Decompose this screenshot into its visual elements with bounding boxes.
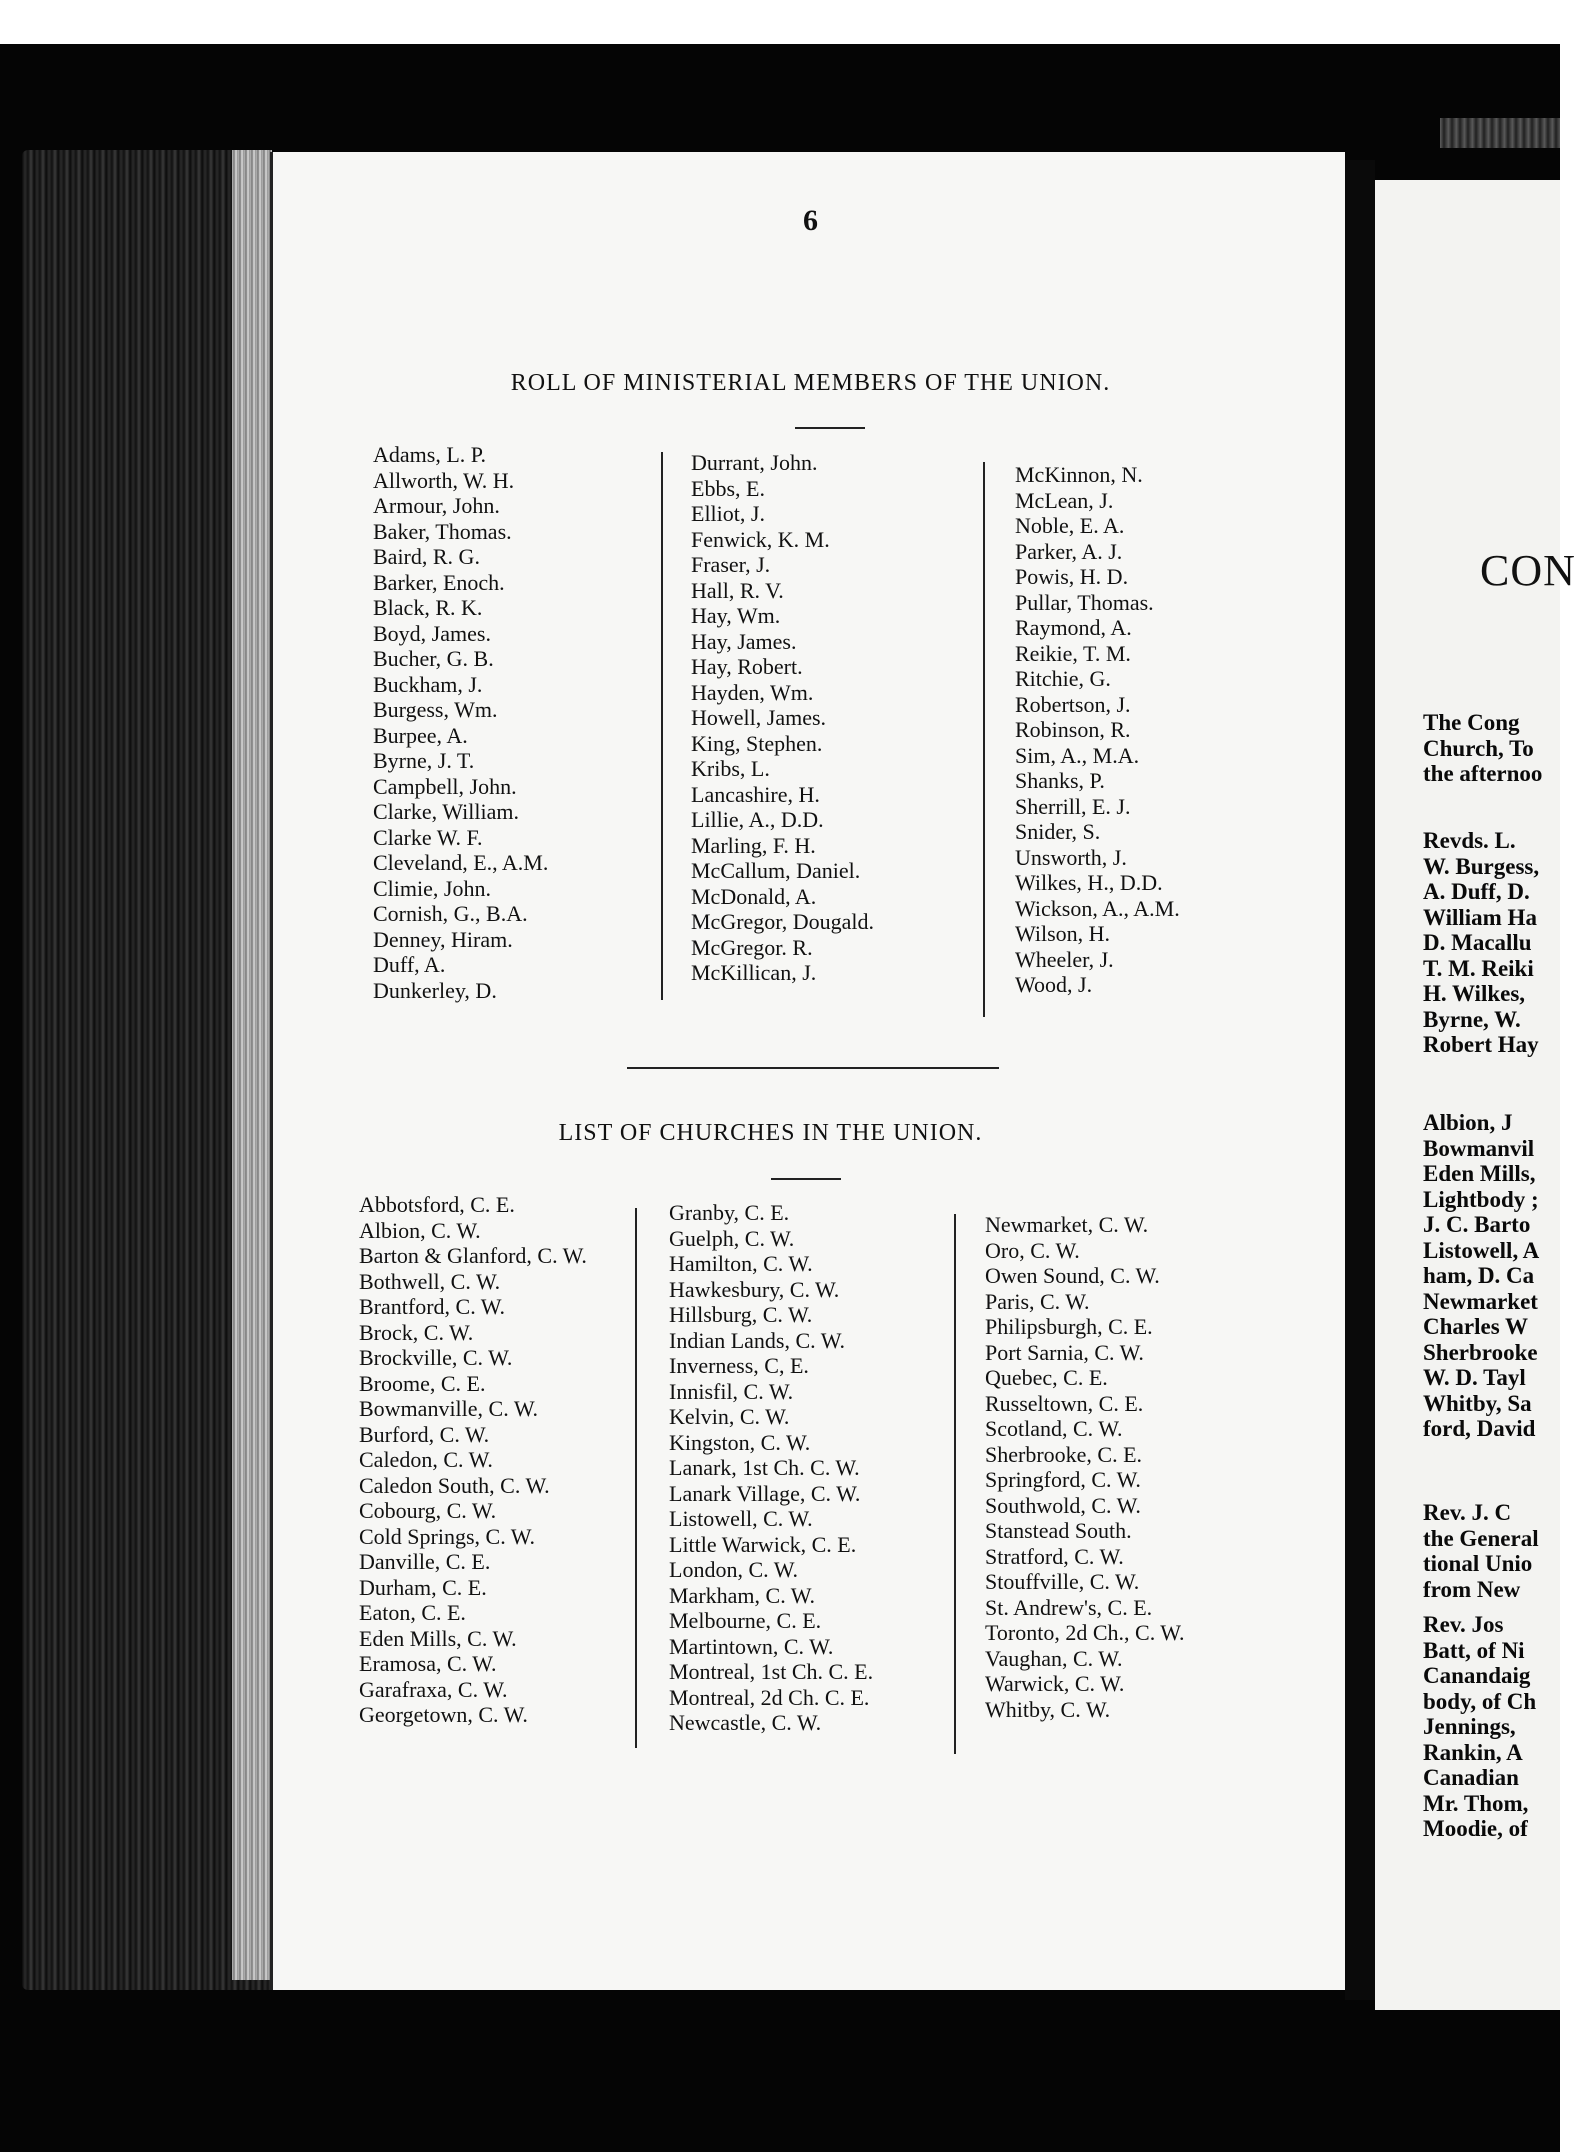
church-entry: Port Sarnia, C. W. (985, 1339, 1144, 1365)
church-entry: London, C. W. (669, 1557, 798, 1582)
right-page-line: Moodie, of (1423, 1816, 1528, 1841)
minister-entry: Cornish, G., B.A. (373, 901, 528, 926)
minister-entry: Noble, E. A. (1015, 513, 1125, 538)
church-entry: Eramosa, C. W. (359, 1651, 497, 1676)
church-entry: Stouffville, C. W. (985, 1569, 1140, 1594)
right-page-line: D. Macallu (1423, 930, 1532, 955)
church-entry: Sherbrooke, C. E. (985, 1441, 1143, 1467)
minister-entry: Wood, J. (1015, 972, 1093, 997)
section-divider (627, 1067, 999, 1069)
right-page-heading: CON (1480, 546, 1576, 595)
church-entry: Southwold, C. W. (985, 1492, 1141, 1518)
minister-entry: McGregor. R. (691, 934, 813, 960)
minister-entry: Unsworth, J. (1015, 844, 1127, 870)
minister-entry: Duff, A. (373, 952, 446, 977)
church-entry: Listowell, C. W. (669, 1506, 813, 1531)
church-entry: Burford, C. W. (359, 1421, 490, 1447)
minister-entry: Lillie, A., D.D. (691, 807, 824, 832)
right-page-line: W. D. Tayl (1423, 1365, 1526, 1390)
right-page-line: Revds. L. (1423, 828, 1516, 853)
right-page-line: A. Duff, D. (1423, 879, 1530, 904)
minister-entry: Cleveland, E., A.M. (373, 850, 549, 875)
right-page-line: Albion, J (1423, 1110, 1513, 1135)
minister-entry: Climie, John. (373, 875, 491, 901)
minister-entry: Hay, Robert. (691, 654, 803, 679)
book-page-edges-highlight (232, 150, 272, 1980)
churches-column-1 (359, 1192, 587, 1728)
church-entry: St. Andrew's, C. E. (985, 1594, 1153, 1620)
church-entry: Russeltown, C. E. (985, 1390, 1144, 1416)
minister-entry: Sherrill, E. J. (1015, 793, 1131, 819)
minister-entry: King, Stephen. (691, 730, 823, 756)
churches-column-2 (669, 1200, 873, 1736)
churches-title: LIST OF CHURCHES IN THE UNION. (558, 1120, 983, 1146)
right-page-paragraph-4 (1423, 1500, 1539, 1602)
church-entry: Cobourg, C. W. (359, 1498, 497, 1523)
church-entry: Martintown, C. W. (669, 1633, 834, 1659)
minister-entry: Wheeler, J. (1015, 946, 1114, 972)
minister-entry: Denney, Hiram. (373, 926, 513, 952)
church-entry: Inverness, C, E. (669, 1353, 809, 1378)
church-entry: Kingston, C. W. (669, 1429, 811, 1455)
minister-entry: Shanks, P. (1015, 768, 1105, 793)
column-divider (954, 1214, 956, 1754)
church-entry: Bowmanville, C. W. (359, 1396, 539, 1421)
right-page-line: the General (1423, 1525, 1539, 1551)
right-page-line: Robert Hay (1423, 1032, 1539, 1057)
minister-entry: Wilson, H. (1015, 921, 1111, 946)
church-entry: Springford, C. W. (985, 1467, 1141, 1492)
minister-entry: Ebbs, E. (691, 475, 765, 501)
church-entry: Indian Lands, C. W. (669, 1327, 845, 1353)
right-page-line: W. Burgess, (1423, 853, 1540, 879)
church-entry: Stanstead South. (985, 1518, 1132, 1543)
right-page-line: Canadian (1423, 1765, 1519, 1790)
minister-entry: Burgess, Wm. (373, 697, 498, 722)
right-page-line: ham, D. Ca (1423, 1263, 1535, 1288)
minister-entry: Campbell, John. (373, 773, 517, 799)
minister-entry: Clarke, William. (373, 799, 519, 824)
church-entry: Warwick, C. W. (985, 1671, 1125, 1696)
minister-entry: Lancashire, H. (691, 781, 820, 807)
church-entry: Brockville, C. W. (359, 1345, 513, 1370)
right-page-line: Rev. J. C (1423, 1500, 1512, 1525)
right-page-line: Church, To (1423, 735, 1534, 761)
minister-entry: McLean, J. (1015, 487, 1114, 513)
minister-entry: Hay, James. (691, 628, 797, 654)
minister-entry: Marling, F. H. (691, 832, 816, 858)
right-page-line: Byrne, W. (1423, 1006, 1521, 1032)
roll-column-2 (691, 450, 874, 986)
minister-entry: Barker, Enoch. (373, 569, 505, 595)
minister-entry: Sim, A., M.A. (1015, 742, 1140, 768)
church-entry: Hamilton, C. W. (669, 1251, 813, 1276)
column-divider (983, 462, 985, 1017)
church-entry: Little Warwick, C. E. (669, 1531, 857, 1557)
minister-entry: Baker, Thomas. (373, 518, 512, 544)
church-entry: Innisfil, C. W. (669, 1378, 794, 1404)
scan-artifact (1440, 118, 1560, 148)
minister-entry: Kribs, L. (691, 756, 770, 781)
right-page-line: T. M. Reiki (1423, 955, 1534, 981)
church-entry: Bothwell, C. W. (359, 1268, 501, 1294)
right-page-line: Charles W (1423, 1314, 1528, 1339)
minister-entry: Pullar, Thomas. (1015, 589, 1154, 615)
minister-entry: Raymond, A. (1015, 615, 1132, 640)
minister-entry: Powis, H. D. (1015, 564, 1129, 589)
right-page-paragraph-2 (1423, 828, 1539, 1058)
minister-entry: Baird, R. G. (373, 544, 480, 569)
churches-column-3 (985, 1212, 1185, 1722)
top-margin (0, 0, 1560, 44)
minister-entry: McKinnon, N. (1015, 462, 1143, 487)
right-page-paragraph-1 (1423, 710, 1542, 787)
church-entry: Markham, C. W. (669, 1582, 816, 1608)
church-entry: Georgetown, C. W. (359, 1702, 528, 1727)
minister-entry: Clarke W. F. (373, 824, 483, 850)
church-entry: Whitby, C. W. (985, 1696, 1111, 1722)
minister-entry: Fraser, J. (691, 552, 771, 577)
column-divider (661, 452, 663, 1000)
church-entry: Albion, C. W. (359, 1217, 481, 1243)
minister-entry: Snider, S. (1015, 819, 1101, 844)
church-entry: Cold Springs, C. W. (359, 1523, 536, 1549)
minister-entry: Allworth, W. H. (373, 467, 515, 493)
church-entry: Newmarket, C. W. (985, 1212, 1149, 1237)
minister-entry: Burpee, A. (373, 722, 468, 748)
minister-entry: Hayden, Wm. (691, 679, 814, 705)
roll-column-3 (1015, 462, 1180, 998)
church-entry: Danville, C. E. (359, 1549, 491, 1574)
minister-entry: Robinson, R. (1015, 717, 1131, 742)
right-page-line: Bowmanvil (1423, 1135, 1535, 1161)
minister-entry: McDonald, A. (691, 883, 817, 909)
church-entry: Philipsburgh, C. E. (985, 1314, 1153, 1339)
church-entry: Caledon, C. W. (359, 1447, 493, 1472)
church-entry: Eden Mills, C. W. (359, 1625, 517, 1651)
minister-entry: Hall, R. V. (691, 577, 784, 603)
right-page-line: The Cong (1423, 710, 1520, 735)
minister-entry: Durrant, John. (691, 450, 818, 475)
church-entry: Newcastle, C. W. (669, 1710, 822, 1735)
minister-entry: Elliot, J. (691, 501, 765, 526)
church-entry: Paris, C. W. (985, 1288, 1090, 1314)
right-page-line: Canandaig (1423, 1663, 1531, 1688)
right-page-line: Rev. Jos (1423, 1612, 1504, 1637)
right-page-line: the afternoo (1423, 761, 1543, 786)
right-page-line: Rankin, A (1423, 1739, 1523, 1765)
right-page-line: Batt, of Ni (1423, 1637, 1525, 1663)
minister-entry: McKillican, J. (691, 960, 817, 985)
church-entry: Owen Sound, C. W. (985, 1263, 1160, 1288)
church-entry: Montreal, 2d Ch. C. E. (669, 1684, 870, 1710)
right-page-line: tional Unio (1423, 1551, 1533, 1576)
right-page-line: Whitby, Sa (1423, 1390, 1532, 1416)
page-number: 6 (803, 204, 818, 237)
church-entry: Melbourne, C. E. (669, 1608, 822, 1633)
minister-entry: Wickson, A., A.M. (1015, 895, 1180, 921)
church-entry: Montreal, 1st Ch. C. E. (669, 1659, 874, 1684)
minister-entry: Dunkerley, D. (373, 977, 497, 1003)
right-page-line: Eden Mills, (1423, 1161, 1536, 1186)
church-entry: Granby, C. E. (669, 1200, 790, 1225)
right-page-paragraph-3 (1423, 1110, 1539, 1442)
left-page (270, 152, 1345, 1990)
church-entry: Lanark, 1st Ch. C. W. (669, 1455, 860, 1480)
right-page-line: Sherbrooke (1423, 1339, 1538, 1365)
church-entry: Garafraxa, C. W. (359, 1676, 508, 1702)
minister-entry: Wilkes, H., D.D. (1015, 870, 1163, 895)
column-divider (635, 1208, 637, 1748)
church-entry: Brantford, C. W. (359, 1294, 506, 1319)
right-page-line: Listowell, A (1423, 1237, 1540, 1263)
minister-entry: Boyd, James. (373, 620, 491, 646)
right-page-line: Jennings, (1423, 1714, 1516, 1739)
minister-entry: McGregor, Dougald. (691, 909, 875, 934)
church-entry: Broome, C. E. (359, 1370, 486, 1396)
minister-entry: Adams, L. P. (373, 442, 487, 467)
minister-entry: Armour, John. (373, 493, 500, 518)
church-entry: Eaton, C. E. (359, 1600, 466, 1625)
right-page-partial (1375, 180, 1576, 2010)
church-entry: Durham, C. E. (359, 1574, 487, 1600)
minister-entry: Black, R. K. (373, 595, 483, 620)
church-entry: Guelph, C. W. (669, 1225, 795, 1251)
right-page-line: body, of Ch (1423, 1688, 1537, 1714)
church-entry: Scotland, C. W. (985, 1416, 1123, 1441)
right-page-line: ford, David (1423, 1416, 1536, 1441)
right-page-line: J. C. Barto (1423, 1212, 1531, 1237)
church-entry: Caledon South, C. W. (359, 1472, 550, 1498)
minister-entry: Hay, Wm. (691, 603, 781, 628)
church-entry: Oro, C. W. (985, 1237, 1080, 1263)
right-page-paragraph-5 (1423, 1612, 1536, 1842)
right-page-line: Lightbody ; (1423, 1186, 1539, 1212)
title-rule (795, 427, 865, 429)
minister-entry: McCallum, Daniel. (691, 858, 861, 883)
church-entry: Brock, C. W. (359, 1319, 474, 1345)
minister-entry: Byrne, J. T. (373, 748, 475, 773)
minister-entry: Reikie, T. M. (1015, 640, 1131, 666)
roll-title: ROLL OF MINISTERIAL MEMBERS OF THE UNION. (510, 370, 1111, 396)
church-entry: Stratford, C. W. (985, 1543, 1124, 1569)
church-entry: Kelvin, C. W. (669, 1404, 790, 1429)
church-entry: Vaughan, C. W. (985, 1645, 1123, 1671)
church-entry: Quebec, C. E. (985, 1365, 1108, 1390)
minister-entry: Robertson, J. (1015, 691, 1131, 717)
book-gutter (1345, 160, 1375, 2000)
right-page-line: William Ha (1423, 904, 1537, 930)
right-page-line: H. Wilkes, (1423, 981, 1526, 1006)
church-entry: Barton & Glanford, C. W. (359, 1243, 587, 1268)
minister-entry: Fenwick, K. M. (691, 526, 830, 552)
minister-entry: Buckham, J. (373, 671, 483, 697)
right-page-line: Mr. Thom, (1423, 1790, 1529, 1816)
right-page-line: Newmarket (1423, 1288, 1538, 1314)
minister-entry: Howell, James. (691, 705, 827, 730)
minister-entry: Parker, A. J. (1015, 538, 1123, 564)
minister-entry: Bucher, G. B. (373, 646, 494, 671)
title-rule (771, 1178, 841, 1180)
roll-column-1 (373, 442, 548, 1003)
church-entry: Toronto, 2d Ch., C. W. (985, 1620, 1185, 1645)
church-entry: Lanark Village, C. W. (669, 1480, 861, 1506)
church-entry: Hawkesbury, C. W. (669, 1276, 840, 1302)
right-page-line: from New (1423, 1576, 1521, 1602)
minister-entry: Ritchie, G. (1015, 666, 1111, 691)
church-entry: Hillsburg, C. W. (669, 1302, 813, 1327)
church-entry: Abbotsford, C. E. (359, 1192, 515, 1217)
